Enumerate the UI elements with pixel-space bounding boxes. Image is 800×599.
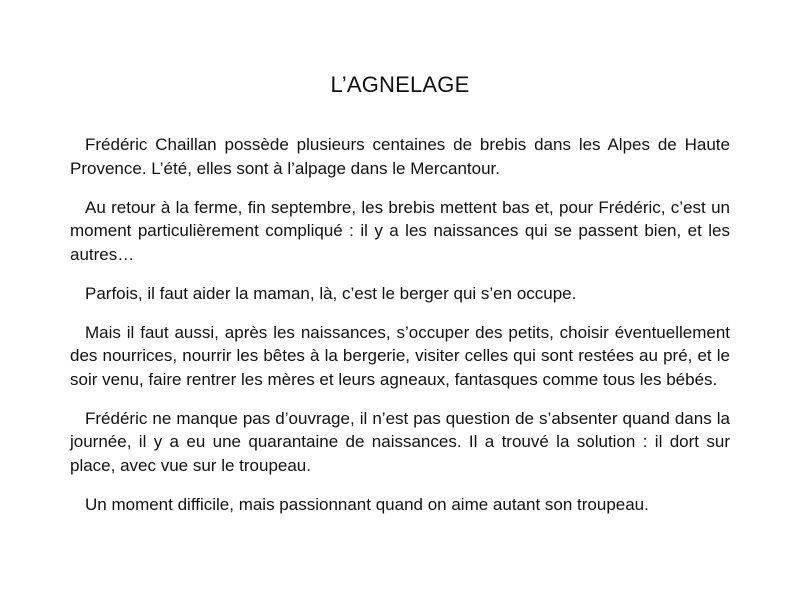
document-title: L’AGNELAGE [330, 72, 470, 97]
document-page [70, 0, 730, 532]
paragraph-4: Mais il faut aussi, après les naissances, s’occuper des petits, choisir éventuellement des nourrices, nourrir les bêtes à la bergerie, visiter celles qui sont restées au pré, et le soir venu, faire rentrer les mères et leurs agneaux, fantasques comme tous les bébés. [70, 322, 730, 389]
document-body [70, 133, 730, 516]
paragraph-6: Un moment difficile, mais passionnant quand on aime autant son troupeau. [85, 494, 649, 514]
paragraph-5: Frédéric ne manque pas d’ouvrage, il n’est pas question de s’absenter quand dans la journée, il y a eu une quarantaine de naissances. Il a trouvé la solution : il dort sur place, avec vue sur le troupeau. [70, 408, 730, 475]
paragraph-2: Au retour à la ferme, fin septembre, les brebis mettent bas et, pour Frédéric, c’est un moment particulièrement compliqué : il y a les naissances qui se passent bien, et les autres… [70, 197, 730, 264]
paragraph-1: Frédéric Chaillan possède plusieurs centaines de brebis dans les Alpes de Haute Provence. L’été, elles sont à l’alpage dans le Mercantour. [70, 135, 730, 178]
paragraph-3: Parfois, il faut aider la maman, là, c’est le berger qui s’en occupe. [85, 283, 577, 303]
